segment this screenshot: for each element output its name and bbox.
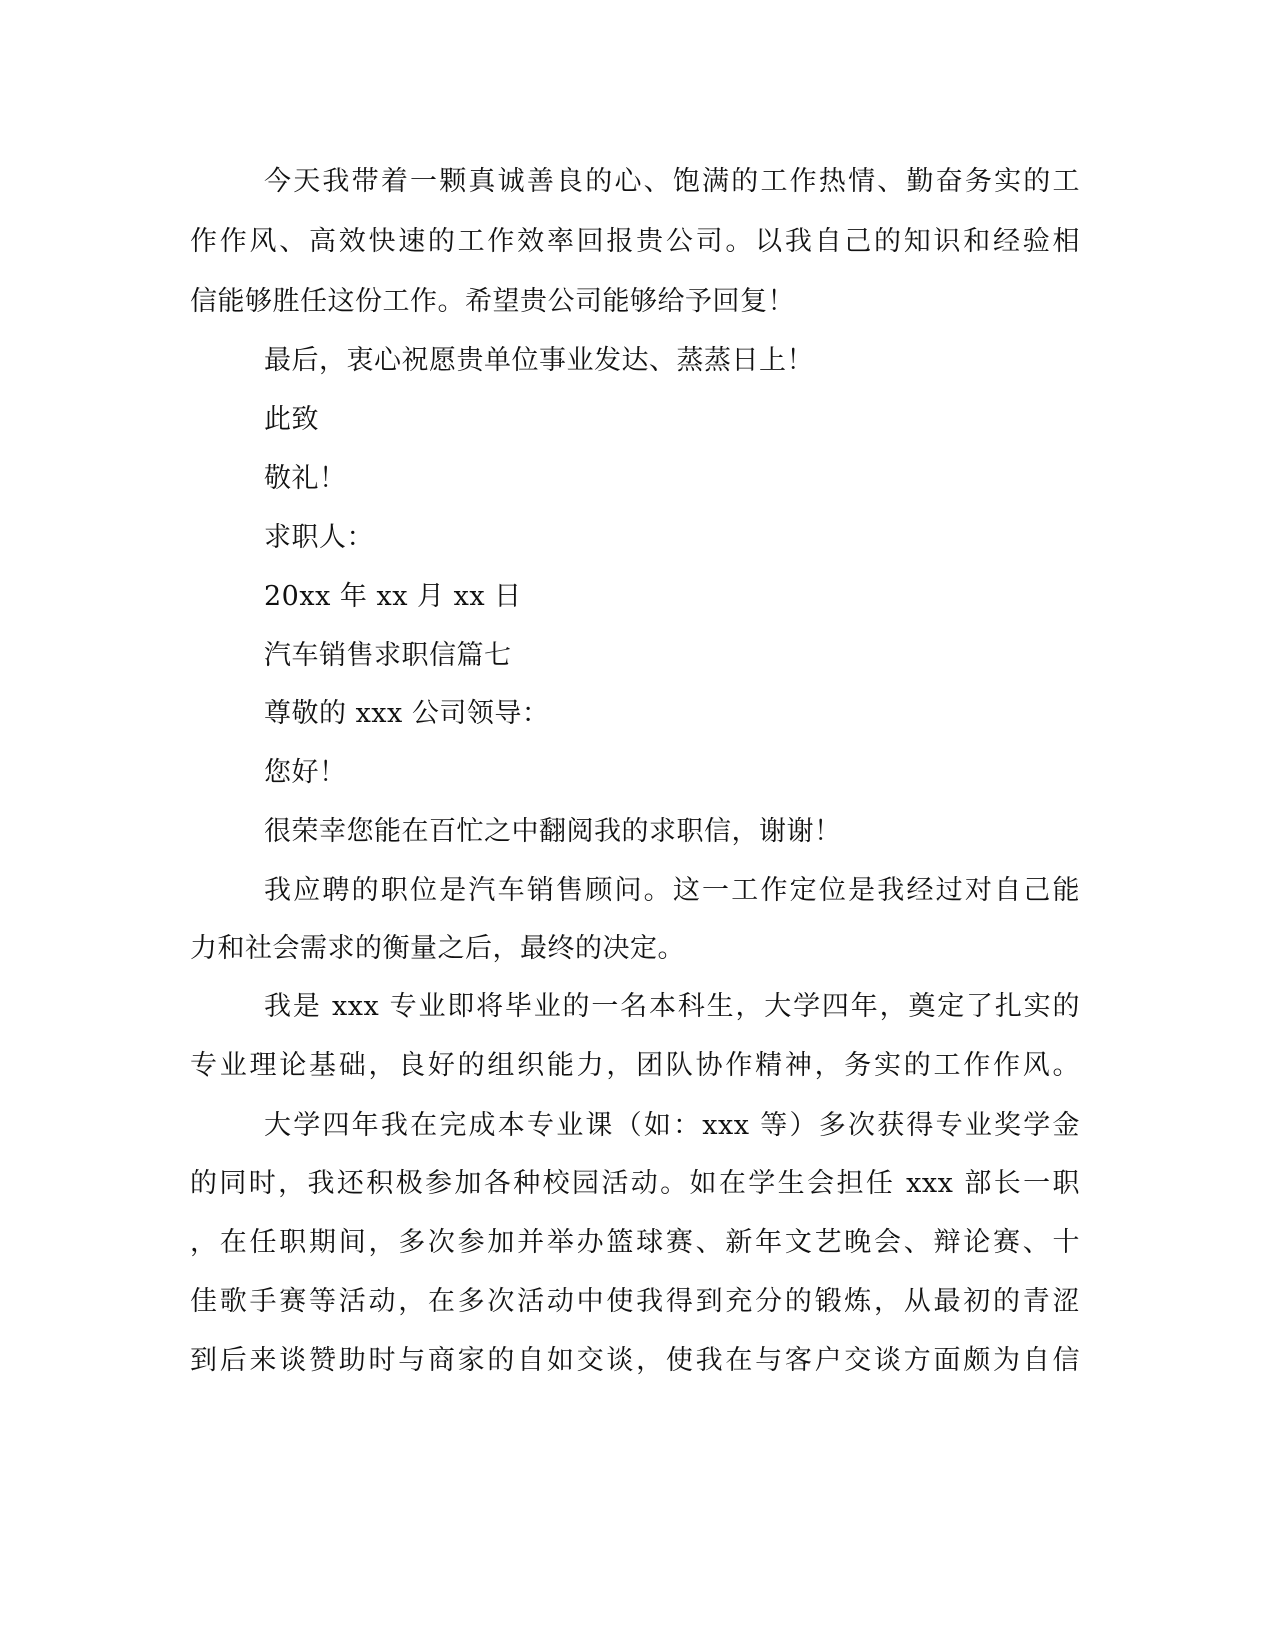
paragraph-line: 力和社会需求的衡量之后，最终的决定。	[190, 933, 685, 964]
letter-greeting: 您好！	[264, 757, 347, 788]
paragraph-line: 大学四年我在完成本专业课（如：xxx 等）多次获得专业奖学金	[264, 1110, 1080, 1141]
paragraph-line: 的同时，我还积极参加各种校园活动。如在学生会担任 xxx 部长一职	[190, 1168, 1080, 1199]
paragraph-line: 作作风、高效快速的工作效率回报贵公司。以我自己的知识和经验相	[190, 226, 1080, 257]
paragraph-line: 我应聘的职位是汽车销售顾问。这一工作定位是我经过对自己能	[264, 875, 1080, 906]
applicant-label: 求职人：	[264, 522, 374, 553]
paragraph-line: 信能够胜任这份工作。希望贵公司能够给予回复！	[190, 286, 795, 317]
closing-salutation: 此致	[264, 404, 319, 435]
paragraph-line: 很荣幸您能在百忙之中翻阅我的求职信，谢谢！	[264, 816, 842, 847]
letter-date: 20xx 年 xx 月 xx 日	[264, 581, 522, 612]
paragraph-line: 今天我带着一颗真诚善良的心、饱满的工作热情、勤奋务实的工	[264, 166, 1080, 197]
paragraph-line: 佳歌手赛等活动，在多次活动中使我得到充分的锻炼，从最初的青涩	[190, 1286, 1080, 1317]
paragraph-line: 我是 xxx 专业即将毕业的一名本科生，大学四年，奠定了扎实的	[264, 991, 1080, 1022]
paragraph-line: 专业理论基础，良好的组织能力，团队协作精神，务实的工作作风。	[190, 1050, 1080, 1081]
letter-addressee: 尊敬的 xxx 公司领导：	[264, 698, 550, 729]
paragraph-line: ，在任职期间，多次参加并举办篮球赛、新年文艺晚会、辩论赛、十	[190, 1227, 1080, 1258]
closing-respect: 敬礼！	[264, 463, 347, 494]
paragraph-line: 到后来谈赞助时与商家的自如交谈，使我在与客户交谈方面颇为自信	[190, 1345, 1080, 1376]
closing-wish: 最后，衷心祝愿贵单位事业发达、蒸蒸日上！	[264, 345, 814, 376]
section-heading: 汽车销售求职信篇七	[264, 640, 512, 671]
